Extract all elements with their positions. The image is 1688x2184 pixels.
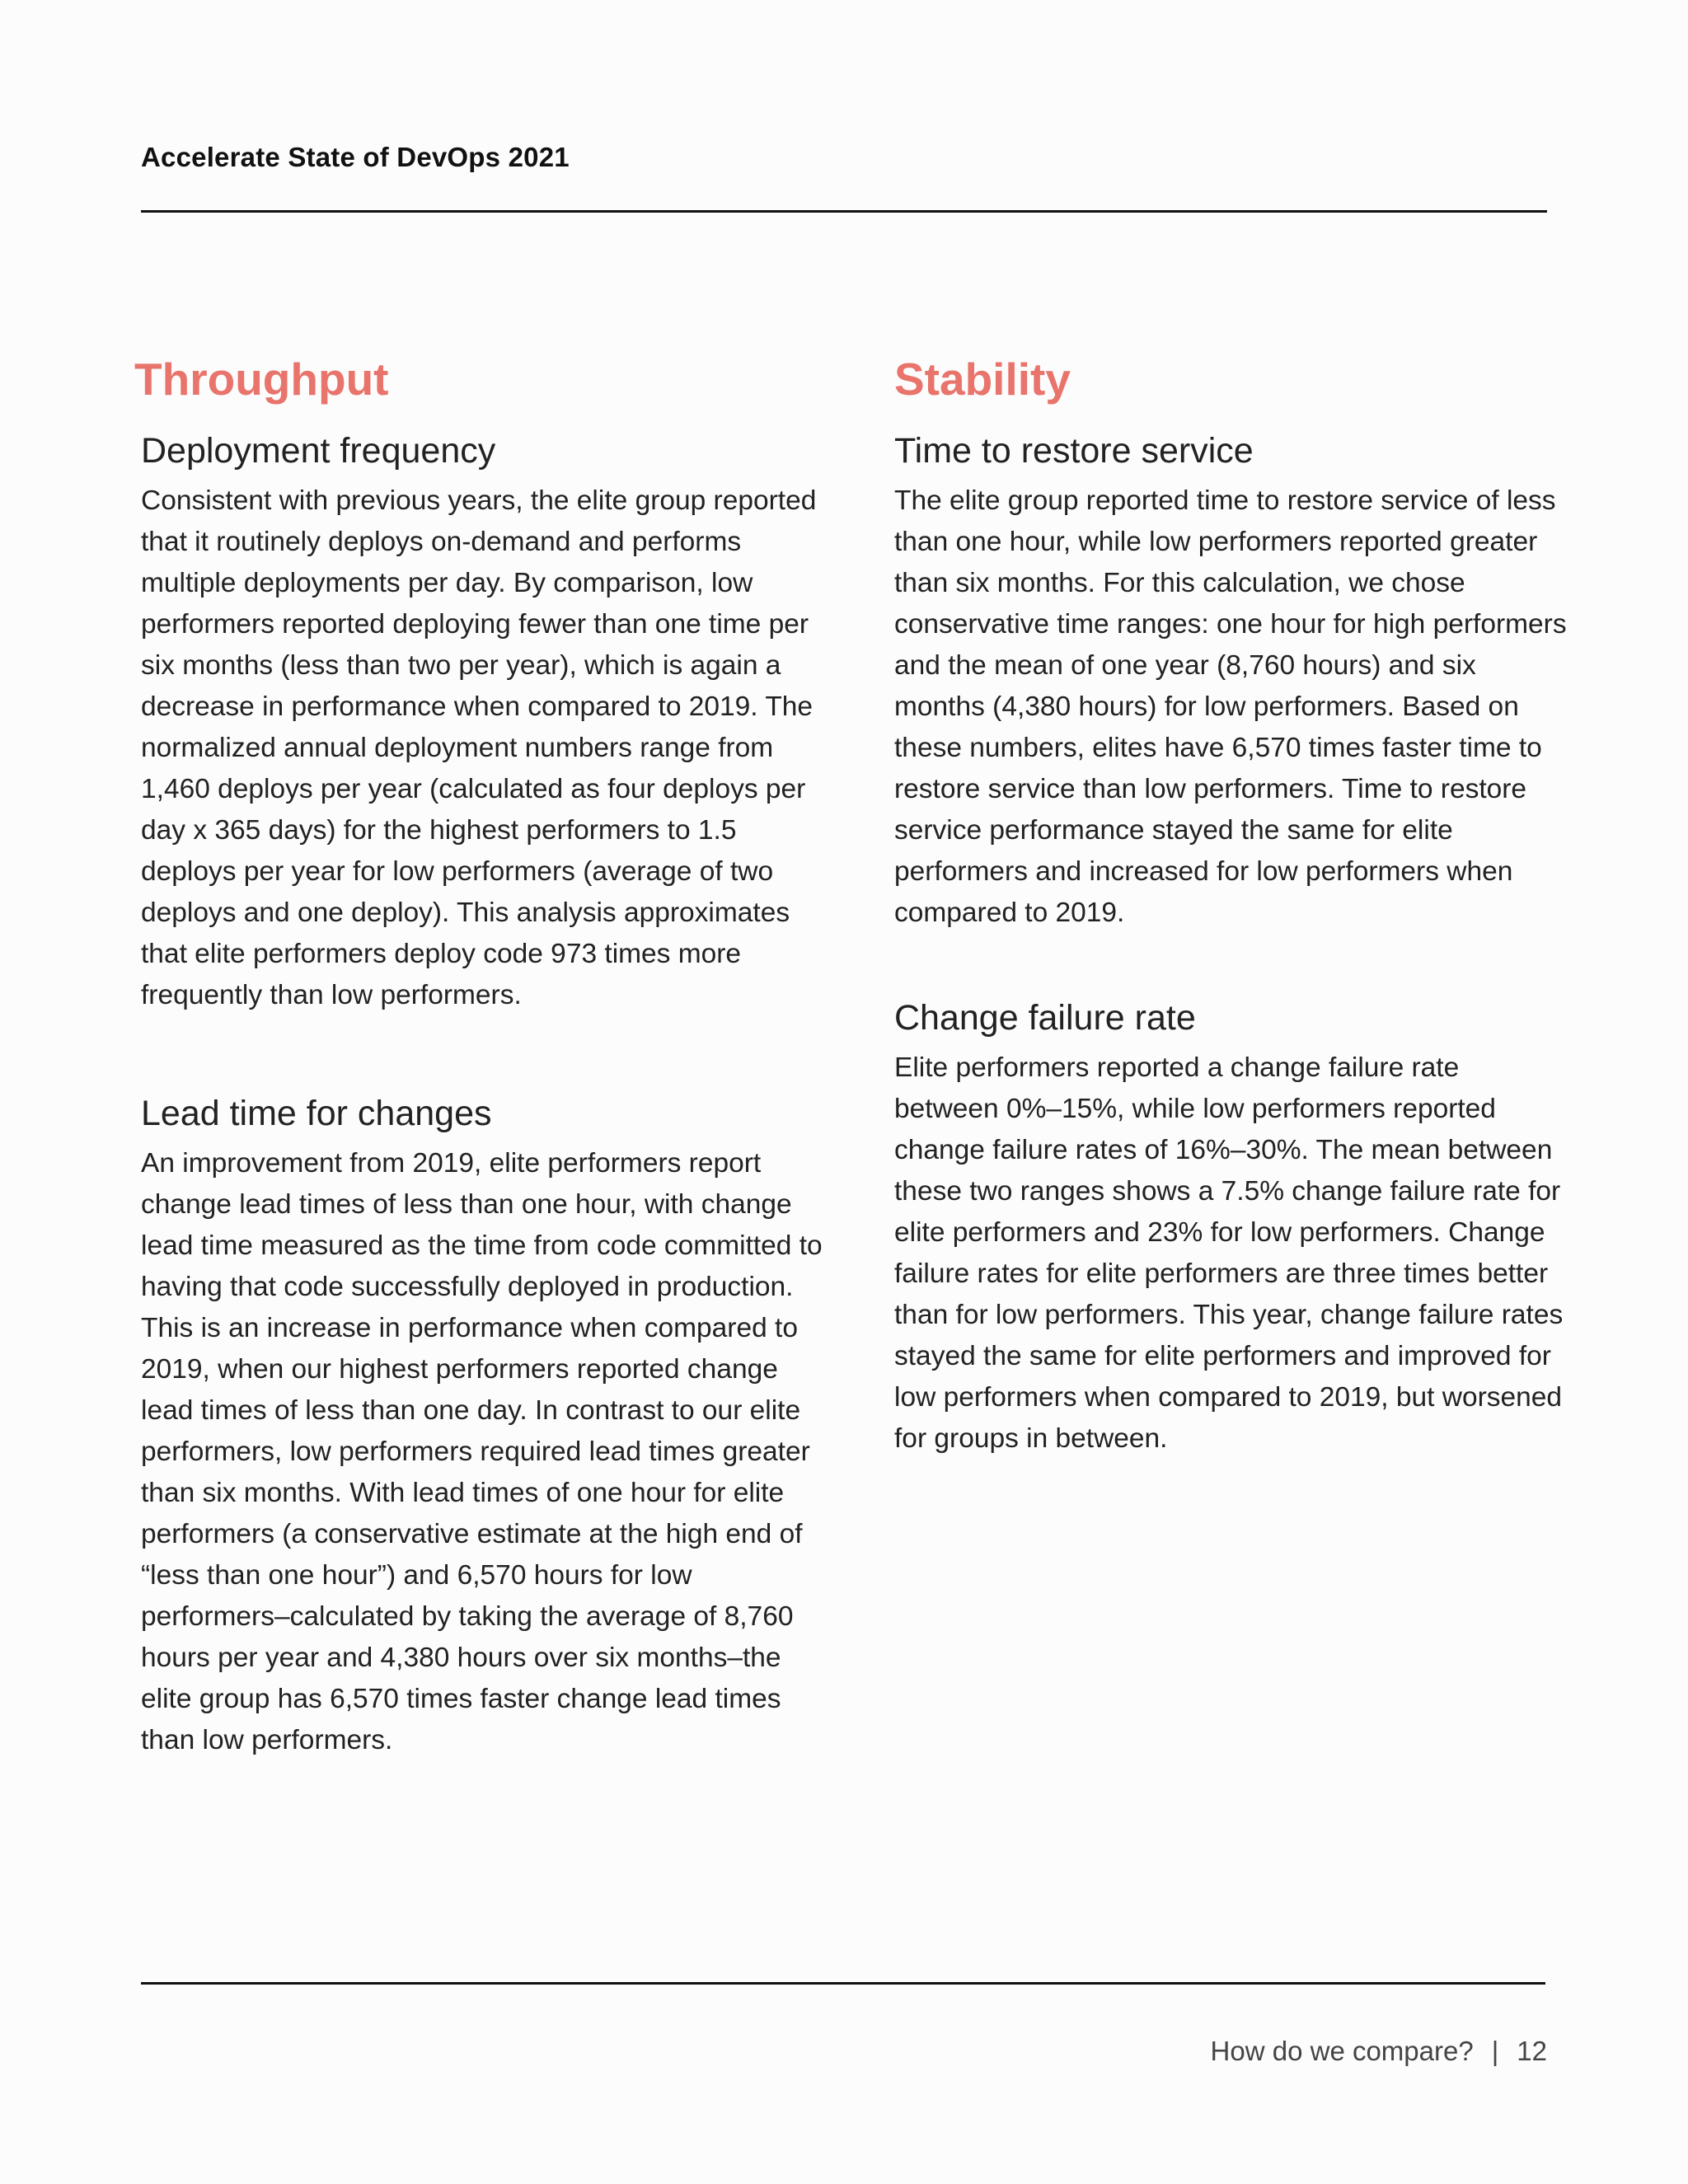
lead-time-section	[134, 1090, 827, 1761]
change-failure-rate-section	[894, 995, 1570, 1460]
deployment-frequency-section	[134, 428, 827, 1016]
throughput-column	[134, 350, 827, 1761]
stability-section-title: Stability	[894, 354, 1071, 405]
footer-separator: |	[1491, 2036, 1499, 2066]
page-number: 12	[1517, 2036, 1547, 2066]
time-to-restore-heading: Time to restore service	[894, 431, 1254, 471]
stability-column	[894, 350, 1570, 1460]
change-failure-rate-body: Elite performers reported a change failure rate between 0%–15%, while low performers reported change failure rates of 16%–30%. The mean between these two ranges shows a 7.5% change failure rate for elite performers and 23% for low performers. Change failure rates for elite performers are three times better than for low performers. This year, change failure rates stayed the same for elite performers and improved for low performers when compared to 2019, but worsened for groups in between.	[894, 1052, 1564, 1454]
change-failure-rate-heading: Change failure rate	[894, 998, 1196, 1038]
footer-divider	[141, 1982, 1545, 1985]
throughput-section-title: Throughput	[134, 354, 389, 405]
footer-section-label: How do we compare?	[1210, 2036, 1474, 2066]
deployment-frequency-heading: Deployment frequency	[141, 431, 496, 471]
time-to-restore-section	[894, 428, 1570, 934]
document-header-title: Accelerate State of DevOps 2021	[141, 142, 570, 172]
lead-time-heading: Lead time for changes	[141, 1094, 492, 1133]
lead-time-body: An improvement from 2019, elite performers report change lead times of less than one hour, with change lead time measured as the time from code committed to having that code successfully deployed in production. This is an increase in performance when compared to 2019, when our highest performers reported change lead times of less than one day. In contrast to our elite performers, low performers required lead times greater than six months. With lead times of one hour for elite performers (a conservative estimate at the high end of “less than one hour”) and 6,570 hours for low performers–calculated by taking the average of 8,760 hours per year and 4,380 hours over six months–the elite group has 6,570 times faster change lead times than low performers.	[141, 1148, 823, 1755]
deployment-frequency-body: Consistent with previous years, the elite group reported that it routinely deploys on-demand and performs multiple deployments per day. By comparison, low performers reported deploying fewer than one time per six months (less than two per year), which is again a decrease in performance when compared to 2019. The normalized annual deployment numbers range from 1,460 deploys per year (calculated as four deploys per day x 365 days) for the highest performers to 1.5 deploys per year for low performers (average of two deploys and one deploy). This analysis approximates that elite performers deploy code 973 times more frequently than low performers.	[141, 485, 817, 1010]
time-to-restore-body: The elite group reported time to restore service of less than one hour, while low performers reported greater than six months. For this calculation, we chose conservative time ranges: one hour for high performers and the mean of one year (8,760 hours) and six months (4,380 hours) for low performers. Based on these numbers, elites have 6,570 times faster time to restore service than low performers. Time to restore service performance stayed the same for elite performers and increased for low performers when compared to 2019.	[894, 485, 1567, 928]
header-divider	[141, 210, 1547, 213]
page-footer	[1211, 2036, 1547, 2067]
